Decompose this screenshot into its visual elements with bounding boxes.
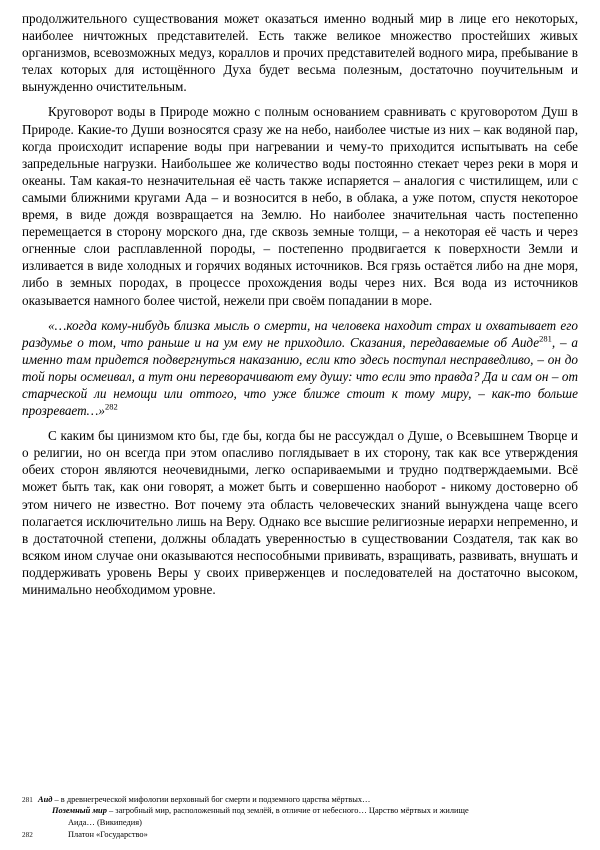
paragraph-faith: С каким бы цинизмом кто бы, где бы, когда бы не рассуждал о Душе, о Всевышнем Творце и о религии, но он всегда при этом опасливо поглядывает в их сторону, так как все утверждения обеих сторон являются неочевидными, легко оспариваемыми и трудно подтверждаемыми. Всё может быть так, как они говорят, а может быть и совершенно наоборот - никому достоверно об этом ничего не известно. Вот почему эта область человеческих знаний вынуждена чаще всего полагается исключительно лишь на Веру. Однако все высшие религиозные иерархи непременно, и в достаточной степени, должны обладать уверенностью в существовании Создателя, так как во всяком ином случае они оказываются неспособными прививать, взращивать, развивать, внушать и поддерживать уровень Веры у своих приверженцев и последователей на достаточно высоком, минимально необходимом уровне.: [22, 428, 578, 597]
footnote-line-source: Аида… (Википедия): [68, 817, 142, 827]
footnotes-area: [22, 794, 578, 842]
quote-text-part2: , – а именно там придется подвергнуться наказанию, если кто здесь поступал несправедливо, – он до той поры осмеивал, а тут они переворачивают ему душу: что если это правда? Да и сам он – от старческой ли немощи или оттого, что уже ближе стоит к тому миру, – как-то больше прозревает…»: [22, 334, 578, 419]
footnote-definition-aid: – в древнегреческой мифологии верховный бог смерти и подземного царства мёртвых…: [52, 795, 371, 805]
footnote-ref-281[interactable]: 281: [539, 333, 552, 344]
paragraph-water-cycle: Круговорот воды в Природе можно с полным основанием сравнивать с круговоротом Душ в Природе. Какие-то Души возносятся сразу же на небо, наиболее чистые из них – как водяной пар, когда происходит испарение воды при нагревании и чему-то приходится испытывать на себе запредельные нагрузки. Наибольшее же количество воды постоянно стекает через реки в моря и океаны. Там какая-то незначительная её часть также испаряется – аналогия с чистилищем, или с самыми ближними кругами Ада – и возносится в небо, в облака, а уже потом, спустя некоторое время, в виде дождя возвращается на Землю. Но наиболее значительная часть постепенно перемещается в сторону морского дна, где сквозь земные толщи, – а некоторая её часть и через огненные слои расплавленной породы, – постепенно продвигается к поверхности Земли и изливается в виде холодных и горячих водяных источников. Вся грязь остаётся либо на дне моря, либо в земных породах, в процессе прохождения воды через них. Вся вода из источников оказывается намного более чистой, нежели при своём попадании в море.: [22, 104, 578, 308]
footnote-term-aid: Аид: [38, 795, 53, 805]
footnote-item-282: [22, 829, 578, 841]
footnote-definition-underworld: – загробный мир, расположенный под землёй, в отличие от небесного… Царство мёртвых и жилище: [106, 806, 469, 816]
paragraph-spacer: [22, 95, 578, 103]
footnote-text-282: Платон «Государство»: [68, 829, 148, 839]
footnote-number-281: 281: [22, 796, 33, 805]
footnote-line: [38, 805, 578, 816]
footnote-line: [38, 794, 578, 805]
footnote-item-281: [22, 794, 578, 828]
paragraph-spacer: [22, 419, 578, 427]
block-quote-plato: [22, 317, 578, 420]
paragraph-continued: продолжительного существования может оказаться именно водный мир в лице его некоторых, наиболее ничтожных представителей. Есть также великое множество простейших живых организмов, всевозможных медуз, кораллов и прочих представителей водного мира, пребывание в телах которых для истощённого Духа будет весьма полезным, достаточно поучительным и вынужденно очистительным.: [22, 11, 578, 95]
footnote-term-underworld: Поземный мир: [52, 806, 107, 816]
footnote-number-282: 282: [22, 830, 33, 839]
paragraph-spacer: [22, 309, 578, 317]
footnote-ref-282[interactable]: 282: [104, 401, 118, 412]
quote-text-part1: «…когда кому-нибудь близка мысль о смерти, на человека находит страх и охватывает его раздумье о том, что раньше и на ум ему не приходило. Сказания, передаваемые об Аиде: [22, 317, 578, 350]
footnote-text-281: [38, 794, 578, 828]
